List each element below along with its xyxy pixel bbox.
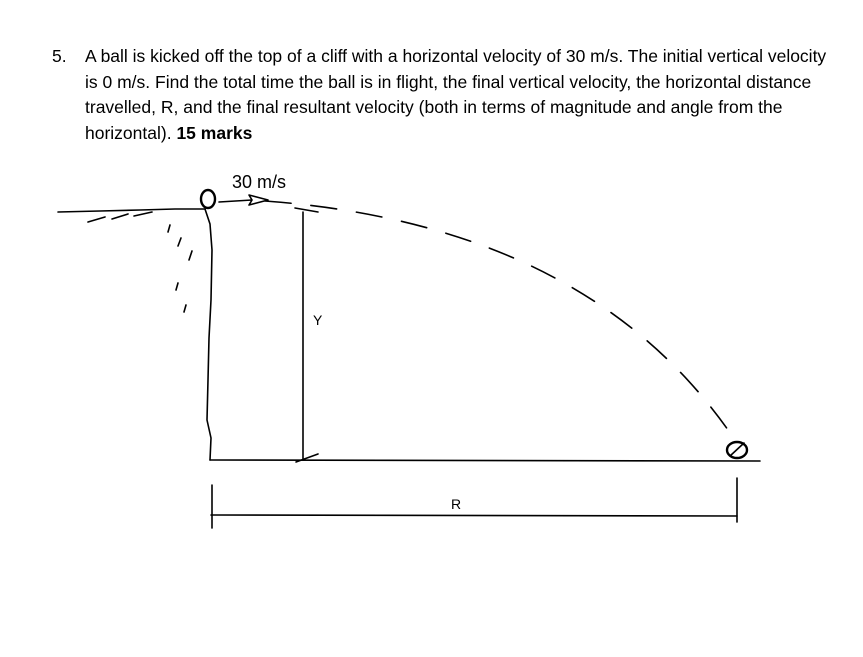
cliff-top-ground <box>58 209 205 212</box>
range-line <box>211 515 737 516</box>
question-number: 5. <box>52 46 67 66</box>
velocity-arrow <box>219 195 268 205</box>
question-text: A ball is kicked off the top of a cliff with a horizontal velocity of 30 m/s. The initial vertical velocity is 0 m/s. Find the total time the ball is in flight, the final vertical velocity, the horizontal distance travelled, R, and the final resultant velocity (both in terms of magnitude and angle from the horizontal). <box>85 46 827 143</box>
grass-scribble <box>88 212 152 222</box>
cliff-scribble <box>168 225 192 312</box>
cliff-face <box>205 209 212 460</box>
ball-end-mark <box>730 443 744 456</box>
base-ground <box>210 460 760 461</box>
height-label: Y <box>313 312 323 328</box>
height-top-tick <box>295 208 318 212</box>
question-marks: 15 marks <box>176 122 253 143</box>
ball-start <box>201 190 215 208</box>
range-label: R <box>451 496 462 512</box>
velocity-label: 30 m/s <box>232 172 287 192</box>
trajectory-path <box>265 201 735 440</box>
